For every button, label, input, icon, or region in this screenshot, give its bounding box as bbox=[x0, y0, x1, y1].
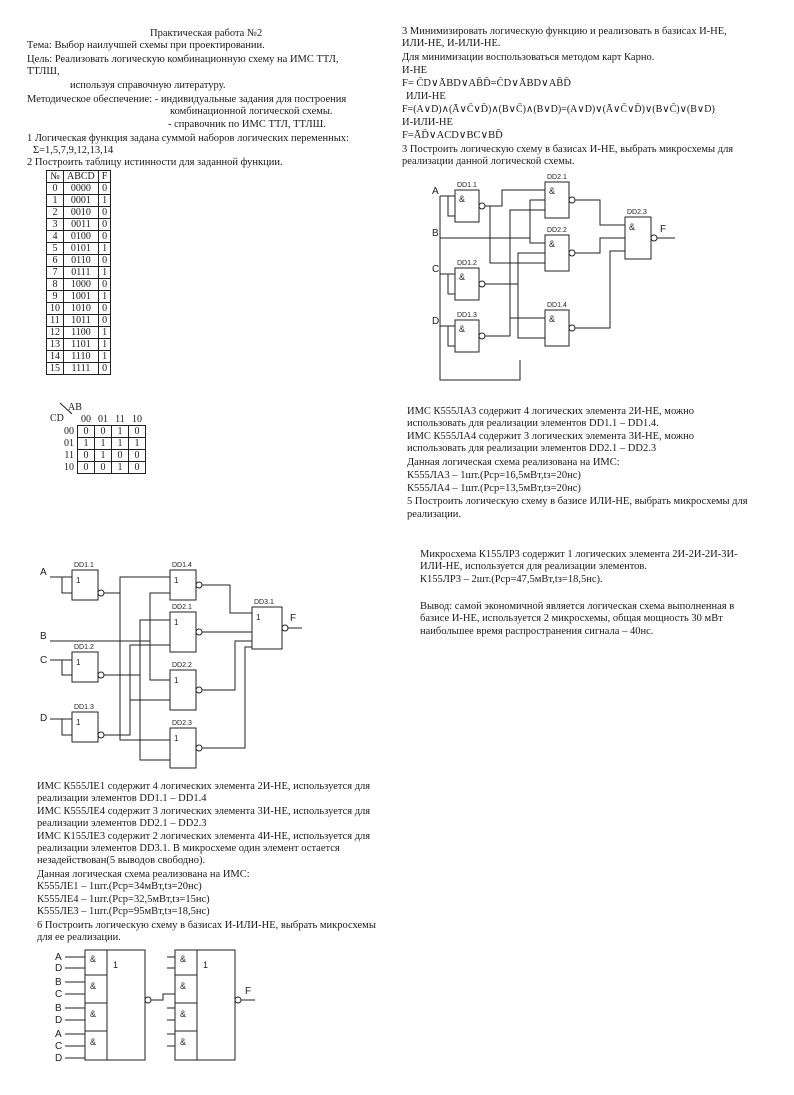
truth-table-cell: 1 bbox=[98, 243, 111, 255]
nor-gate-dd1-2 bbox=[72, 652, 98, 682]
truth-table-cell: 1000 bbox=[64, 279, 99, 291]
nand-input-c: C bbox=[432, 264, 440, 275]
topic-line: Тема: Выбор наилучшей схемы при проектировании. bbox=[27, 40, 265, 51]
truth-table-cell: 0 bbox=[98, 315, 111, 327]
task-3-line-2: ИЛИ-НЕ, И-ИЛИ-НЕ. bbox=[402, 38, 501, 49]
truth-table bbox=[46, 170, 111, 375]
nor-gate-label: DD2.1 bbox=[172, 604, 192, 611]
nor-input-b: B bbox=[40, 631, 47, 642]
truth-table-cell: 4 bbox=[47, 231, 64, 243]
nand-gate-symbol: & bbox=[459, 272, 466, 282]
truth-table-cell: 0 bbox=[98, 363, 111, 375]
kmap-cell: 1 bbox=[95, 438, 112, 450]
nor-gate-label: DD1.1 bbox=[74, 562, 94, 569]
kmap-cell: 0 bbox=[129, 450, 146, 462]
truth-table-cell: 1 bbox=[98, 195, 111, 207]
nor-gate-symbol: 1 bbox=[256, 613, 261, 622]
nor-gate-dd1-3 bbox=[72, 712, 98, 742]
kmap-cell: 1 bbox=[129, 438, 146, 450]
goal-line-3: используя справочную литературу. bbox=[70, 80, 226, 91]
goal-line-2: ТТЛШ, bbox=[27, 66, 60, 77]
kmap-cell: 1 bbox=[112, 438, 129, 450]
kmap-cell: 1 bbox=[95, 450, 112, 462]
aoi-input: C bbox=[55, 989, 63, 1000]
aoi-and-symbol: & bbox=[180, 981, 187, 991]
method-line-1: Методическое обеспечение: - индивидуальные задания для построения bbox=[27, 94, 347, 105]
aoi-input: B bbox=[55, 1003, 62, 1014]
truth-table-cell: 0010 bbox=[64, 207, 99, 219]
aoi-input: D bbox=[55, 963, 63, 974]
nand-output-f: F bbox=[660, 224, 667, 235]
truth-table-cell: 0100 bbox=[64, 231, 99, 243]
aoi-input: A bbox=[55, 1029, 62, 1040]
task-1: 1 Логическая функция задана суммой наборов логических переменных: bbox=[27, 133, 349, 144]
nand-input-a: A bbox=[432, 186, 439, 197]
truth-table-row bbox=[47, 207, 111, 219]
kmap-cell: 0 bbox=[78, 426, 95, 438]
task-6-line-2: для ее реализации. bbox=[37, 932, 121, 943]
nand-gate-label: DD2.3 bbox=[627, 209, 647, 216]
task-3-line-3: Для минимизации воспользоваться методом карт Карно. bbox=[402, 52, 655, 63]
chip-text-3: ИМС К555ЛА4 содержит 3 логических элемента 3И-НЕ, можно bbox=[407, 431, 695, 442]
karnaugh-map bbox=[58, 414, 146, 474]
nand-gate-label: DD2.2 bbox=[547, 227, 567, 234]
nor-text-4: реализации элементов DD2.1 – DD2.3 bbox=[37, 818, 207, 829]
truth-table-cell: 1 bbox=[98, 327, 111, 339]
nand-gate-label: DD1.1 bbox=[457, 182, 477, 189]
aoi-output-f: F bbox=[245, 986, 252, 997]
truth-table-cell: 14 bbox=[47, 351, 64, 363]
nor-text-7: незадействован(5 выводов свободно). bbox=[37, 855, 206, 866]
nand-gate-symbol: & bbox=[459, 194, 466, 204]
kmap-row-label: 00 bbox=[64, 426, 74, 437]
truth-table-cell: 0 bbox=[98, 219, 111, 231]
chip-text-6: К555ЛА3 – 1шт.(Pср=16,5мВт,tз=20нс) bbox=[407, 470, 581, 481]
kmap-ab-label: AB bbox=[68, 402, 82, 413]
and-not-label: И-НЕ bbox=[402, 65, 428, 76]
nor-gate-symbol: 1 bbox=[76, 718, 81, 727]
nand-gate-label: DD1.3 bbox=[457, 312, 477, 319]
kmap-col-label: 00 bbox=[81, 414, 91, 425]
truth-header-num: № bbox=[47, 171, 64, 183]
aoi-and-symbol: & bbox=[90, 1037, 97, 1047]
conclusion-2: базисе И-НЕ, используется 2 микросхемы, общая мощность 30 мВт bbox=[420, 613, 723, 624]
truth-table-cell: 0 bbox=[98, 207, 111, 219]
chip-text-5: Данная логическая схема реализована на ИМС: bbox=[407, 457, 620, 468]
truth-table-cell: 0011 bbox=[64, 219, 99, 231]
nor-text-3: ИМС К555ЛЕ4 содержит 3 логических элемента 3И-НЕ, используется для bbox=[37, 806, 371, 817]
truth-table-row bbox=[47, 351, 111, 363]
nor-gate-symbol: 1 bbox=[76, 576, 81, 585]
kmap-cell: 1 bbox=[112, 462, 129, 474]
truth-table-row bbox=[47, 291, 111, 303]
nor-gate-symbol: 1 bbox=[174, 618, 179, 627]
nand-gate-symbol: & bbox=[549, 186, 556, 196]
truth-table-row bbox=[47, 315, 111, 327]
truth-table-cell: 0111 bbox=[64, 267, 99, 279]
truth-table-cell: 1101 bbox=[64, 339, 99, 351]
nor-gate-symbol: 1 bbox=[174, 676, 179, 685]
truth-table-row bbox=[47, 279, 111, 291]
truth-table-cell: 0 bbox=[98, 279, 111, 291]
nor-gate-label: DD1.3 bbox=[74, 704, 94, 711]
truth-table-cell: 2 bbox=[47, 207, 64, 219]
nand-gate-symbol: & bbox=[459, 324, 466, 334]
truth-table-cell: 1111 bbox=[64, 363, 99, 375]
nor-gate-label: DD2.3 bbox=[172, 720, 192, 727]
truth-table-cell: 1011 bbox=[64, 315, 99, 327]
aoi-and-symbol: & bbox=[180, 1037, 187, 1047]
truth-table-row bbox=[47, 255, 111, 267]
truth-header-abcd: ABCD bbox=[64, 171, 99, 183]
kmap-cell: 0 bbox=[78, 450, 95, 462]
task-3-line-1: 3 Минимизировать логическую функцию и реализовать в базисах И-НЕ, bbox=[402, 26, 727, 37]
nor-input-d: D bbox=[40, 713, 48, 724]
aoi-and-symbol: & bbox=[90, 981, 97, 991]
nor-gate-symbol: 1 bbox=[174, 576, 179, 585]
truth-table-cell: 0000 bbox=[64, 183, 99, 195]
kmap-cell: 0 bbox=[112, 450, 129, 462]
nor-input-a: A bbox=[40, 567, 47, 578]
kmap-cell: 0 bbox=[95, 462, 112, 474]
truth-table-cell: 7 bbox=[47, 267, 64, 279]
page-title: Практическая работа №2 bbox=[150, 28, 263, 39]
truth-table-cell: 1 bbox=[47, 195, 64, 207]
truth-table-row bbox=[47, 363, 111, 375]
nor-text-8: Данная логическая схема реализована на ИМС: bbox=[37, 869, 250, 880]
kmap-cell: 1 bbox=[78, 438, 95, 450]
nand-gate-symbol: & bbox=[549, 314, 556, 324]
truth-table-cell: 0 bbox=[98, 255, 111, 267]
nor-chip-3: К555ЛЕ3 – 1шт.(Pср=95мВт,tз=18,5нс) bbox=[37, 906, 210, 917]
aoi-text-1: Микросхема К155ЛР3 содержит 1 логических элемента 2И-2И-2И-3И- bbox=[420, 549, 738, 560]
chip-text-2: использовать для реализации элементов DD1.1 – DD1.4. bbox=[407, 418, 659, 429]
truth-table-cell: 0 bbox=[47, 183, 64, 195]
nor-gate-dd1-1 bbox=[72, 570, 98, 600]
truth-table-cell: 13 bbox=[47, 339, 64, 351]
truth-table-cell: 11 bbox=[47, 315, 64, 327]
truth-table-cell: 0110 bbox=[64, 255, 99, 267]
truth-table-row bbox=[47, 327, 111, 339]
nand-input-d: D bbox=[432, 316, 440, 327]
nor-logic-diagram bbox=[40, 555, 310, 770]
task-5-line-1: 5 Построить логическую схему в базисе ИЛИ-НЕ, выбрать микросхемы для bbox=[407, 496, 748, 507]
kmap-cell: 0 bbox=[95, 426, 112, 438]
truth-table-cell: 15 bbox=[47, 363, 64, 375]
aoi-and-symbol: & bbox=[90, 1009, 97, 1019]
truth-table-header bbox=[47, 171, 111, 183]
nor-gate-symbol: 1 bbox=[174, 734, 179, 743]
truth-table-row bbox=[47, 195, 111, 207]
nor-text-1: ИМС К555ЛЕ1 содержит 4 логических элемента 2И-НЕ, используется для bbox=[37, 781, 371, 792]
kmap-row-label: 10 bbox=[64, 462, 74, 473]
truth-table-cell: 1 bbox=[98, 291, 111, 303]
formula-and-not: F= C̄D∨ĀBD∨AB̄D̄=C̄D∨ĀBD∨AB̄D̄ bbox=[402, 78, 571, 89]
nor-text-5: ИМС К155ЛЕ3 содержит 2 логических элемента 4И-НЕ, используется для bbox=[37, 831, 371, 842]
chip-text-1: ИМС К555ЛА3 содержит 4 логических элемента 2И-НЕ, можно bbox=[407, 406, 695, 417]
nor-text-2: реализации элементов DD1.1 – DD1.4 bbox=[37, 793, 207, 804]
nand-input-b: B bbox=[432, 228, 439, 239]
kmap-col-label: 10 bbox=[132, 414, 142, 425]
kmap-row-label: 11 bbox=[64, 450, 74, 461]
nor-text-6: реализации элементов DD3.1. В микросхеме один элемент остается bbox=[37, 843, 340, 854]
truth-table-row bbox=[47, 267, 111, 279]
nor-gate-label: DD2.2 bbox=[172, 662, 192, 669]
truth-table-row bbox=[47, 303, 111, 315]
aoi-or-symbol: 1 bbox=[203, 960, 209, 970]
truth-table-cell: 5 bbox=[47, 243, 64, 255]
truth-table-cell: 8 bbox=[47, 279, 64, 291]
nor-chip-1: К555ЛЕ1 – 1шт.(Pср=34мВт,tз=20нс) bbox=[37, 881, 202, 892]
aoi-and-symbol: & bbox=[180, 1009, 187, 1019]
nor-input-c: C bbox=[40, 655, 48, 666]
aoi-text-3: К155ЛР3 – 2шт.(Pср=47,5мВт,tз=18,5нс). bbox=[420, 574, 603, 585]
nor-output-f: F bbox=[290, 613, 297, 624]
truth-table-cell: 1 bbox=[98, 339, 111, 351]
nand-gate-label: DD2.1 bbox=[547, 174, 567, 181]
kmap-cd-label: CD bbox=[50, 413, 64, 424]
truth-table-cell: 0001 bbox=[64, 195, 99, 207]
truth-table-cell: 9 bbox=[47, 291, 64, 303]
aoi-input: A bbox=[55, 952, 62, 963]
nand-gate-label: DD1.2 bbox=[457, 260, 477, 267]
aoi-input: C bbox=[55, 1041, 63, 1052]
kmap-row bbox=[58, 462, 146, 474]
aoi-or-symbol: 1 bbox=[113, 960, 119, 970]
truth-table-cell: 1010 bbox=[64, 303, 99, 315]
task-6-line-1: 6 Построить логическую схему в базисах И-ИЛИ-НЕ, выбрать микросхемы bbox=[37, 920, 376, 931]
truth-table-row bbox=[47, 339, 111, 351]
truth-table-cell: 12 bbox=[47, 327, 64, 339]
truth-table-cell: 0 bbox=[98, 183, 111, 195]
task-2: 2 Построить таблицу истинности для заданной функции. bbox=[27, 157, 283, 168]
kmap-cell: 0 bbox=[129, 426, 146, 438]
kmap-row-label: 01 bbox=[64, 438, 74, 449]
nor-chip-2: К555ЛЕ4 – 1шт.(Pср=32,5мВт,tз=15нс) bbox=[37, 894, 210, 905]
task-5-line-2: реализации. bbox=[407, 509, 461, 520]
truth-table-cell: 1001 bbox=[64, 291, 99, 303]
goal-line-1: Цель: Реализовать логическую комбинационную схему на ИМС ТТЛ, bbox=[27, 54, 339, 65]
kmap-row bbox=[58, 426, 146, 438]
kmap-row bbox=[58, 438, 146, 450]
nand-gate-symbol: & bbox=[629, 222, 636, 232]
formula-or-not: F=(A∨D)∧(Ā∨C̄∨D̄)∧(B∨C̄)∧(B∨D)=(A∨D)∨(Ā∨C̄∨D̄)∨(B∨C̄)∨(B∨D) bbox=[402, 104, 715, 115]
kmap-cell: 1 bbox=[112, 426, 129, 438]
nand-gate-symbol: & bbox=[549, 239, 556, 249]
aoi-input: D bbox=[55, 1053, 63, 1064]
nor-gate-symbol: 1 bbox=[76, 658, 81, 667]
truth-table-row bbox=[47, 183, 111, 195]
kmap-cell: 0 bbox=[78, 462, 95, 474]
truth-table-cell: 1110 bbox=[64, 351, 99, 363]
truth-table-cell: 1100 bbox=[64, 327, 99, 339]
task-3b-line-2: реализации данной логической схемы. bbox=[402, 156, 575, 167]
truth-table-row bbox=[47, 219, 111, 231]
truth-table-cell: 10 bbox=[47, 303, 64, 315]
aoi-input: B bbox=[55, 977, 62, 988]
chip-text-4: использовать для реализации элементов DD2.1 – DD2.3 bbox=[407, 443, 657, 454]
task-3b-line-1: 3 Построить логическую схему в базисах И-НЕ, выбрать микросхемы для bbox=[402, 144, 734, 155]
nor-gate-label: DD3.1 bbox=[254, 599, 274, 606]
chip-text-7: К555ЛА4 – 1шт.(Pср=13,5мВт,tз=20нс) bbox=[407, 483, 581, 494]
method-line-2: комбинационной логической схемы. bbox=[170, 106, 333, 117]
conclusion-1: Вывод: самой экономичной является логическая схема выполненная в bbox=[420, 601, 735, 612]
nor-gate-label: DD1.4 bbox=[172, 562, 192, 569]
truth-table-cell: 0101 bbox=[64, 243, 99, 255]
truth-table-cell: 3 bbox=[47, 219, 64, 231]
aoi-logic-diagram bbox=[55, 948, 305, 1068]
kmap-row bbox=[58, 450, 146, 462]
nand-logic-diagram bbox=[430, 170, 700, 385]
aoi-and-symbol: & bbox=[180, 954, 187, 964]
nor-gate-label: DD1.2 bbox=[74, 644, 94, 651]
truth-header-f: F bbox=[98, 171, 111, 183]
aoi-input: D bbox=[55, 1015, 63, 1026]
truth-table-row bbox=[47, 243, 111, 255]
aoi-and-symbol: & bbox=[90, 954, 97, 964]
truth-table-cell: 6 bbox=[47, 255, 64, 267]
truth-table-cell: 1 bbox=[98, 267, 111, 279]
aoi-text-2: ИЛИ-НЕ, используется для реализации элементов. bbox=[420, 561, 648, 572]
formula-and-or-not: F=ĀD̄∨ACD∨BC∨BD̄ bbox=[402, 130, 503, 141]
truth-table-cell: 1 bbox=[98, 351, 111, 363]
or-not-label: ИЛИ-НЕ bbox=[406, 91, 446, 102]
kmap-cell: 0 bbox=[129, 462, 146, 474]
nand-gate-label: DD1.4 bbox=[547, 302, 567, 309]
conclusion-3: наибольшее время распространения сигнала – 40нс. bbox=[420, 626, 654, 637]
kmap-col-label: 11 bbox=[115, 414, 125, 425]
nor-gate-dd1-4 bbox=[170, 570, 196, 600]
and-or-not-label: И-ИЛИ-НЕ bbox=[402, 117, 453, 128]
task-1-sum: Σ=1,5,7,9,12,13,14 bbox=[33, 145, 114, 156]
kmap-col-label: 01 bbox=[98, 414, 108, 425]
truth-table-cell: 0 bbox=[98, 231, 111, 243]
truth-table-row bbox=[47, 231, 111, 243]
method-line-3: - справочник по ИМС ТТЛ, ТТЛШ. bbox=[168, 119, 326, 130]
truth-table-cell: 0 bbox=[98, 303, 111, 315]
